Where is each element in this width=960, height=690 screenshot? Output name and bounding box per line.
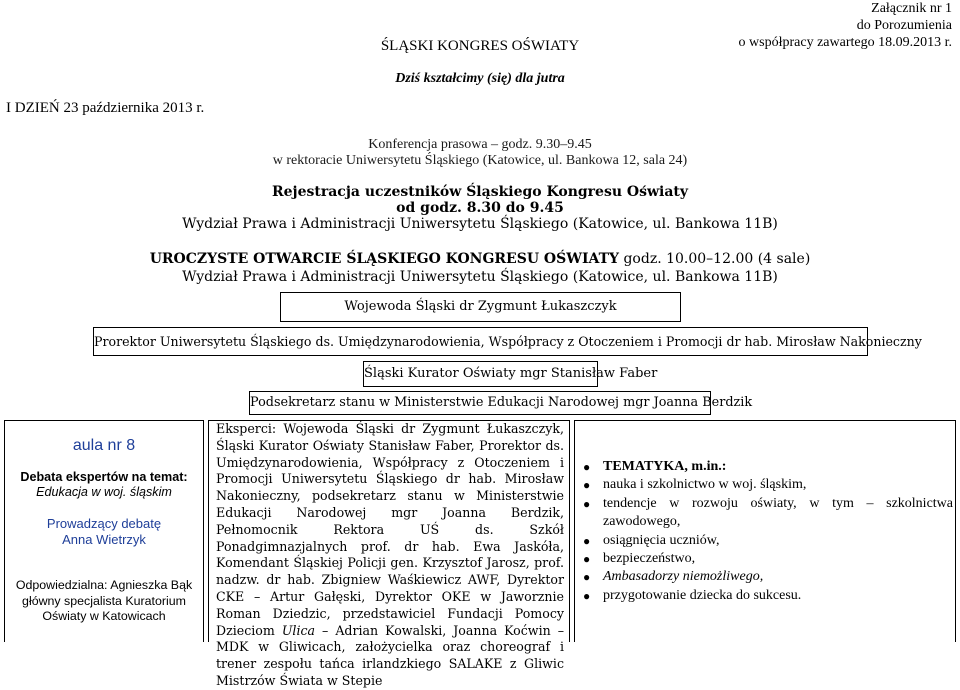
list-item [583, 550, 953, 568]
debate-label: Debata ekspertów na temat: [20, 470, 188, 484]
responsible-line-2: główny specjalista Kuratorium [22, 594, 186, 608]
opening-place: Wydział Prawa i Administracji Uniwersytetu Śląskiego (Katowice, ul. Bankowa 11B) [182, 269, 778, 285]
bullet-icon: ● [583, 552, 591, 567]
topic-item-text: bezpieczeństwo, [603, 551, 696, 567]
topic-item-text: tendencje w rozwoju oświaty, w tym – szkolnictwa zawodowego, [603, 495, 953, 530]
topics-heading: TEMATYKA, m.in.: [603, 459, 727, 474]
speaker-box-curator [363, 361, 658, 387]
room-name: aula nr 8 [72, 437, 136, 454]
topic-item-text: nauka i szkolnictwo w woj. śląskim, [603, 477, 807, 493]
annex-line-1: Załącznik nr 1 [871, 1, 952, 16]
topics-panel [574, 420, 956, 642]
bullet-icon: ● [583, 588, 591, 603]
speaker-curator: Śląski Kurator Oświaty mgr Stanisław Faber [364, 366, 658, 381]
room-panel [4, 420, 204, 642]
experts-paragraph [216, 421, 564, 690]
topics-heading-item [583, 458, 953, 476]
topic-item-text: Ambasadorzy niemożliwego, [603, 569, 764, 585]
speaker-box-deputy [249, 391, 753, 415]
bullet-icon: ● [583, 460, 591, 474]
debate-topic: Edukacja w woj. śląskim [36, 485, 172, 499]
topics-list [583, 458, 953, 605]
topic-item-text: przygotowanie dziecka do sukcesu. [603, 587, 802, 603]
bullet-icon: ● [583, 570, 591, 585]
speaker-rector: Prorektor Uniwersytetu Śląskiego ds. Umiędzynarodowienia, Współpracy z Otoczeniem i Promocji dr hab. Mirosław Nakonieczny [94, 334, 922, 349]
press-conference-place: w rektoracie Uniwersytetu Śląskiego (Katowice, ul. Bankowa 12, sala 24) [272, 153, 688, 168]
motto: Dziś kształcimy (się) dla jutra [395, 71, 565, 86]
responsible-line-3: Oświaty w Katowicach [42, 609, 166, 623]
opening-line [0, 251, 960, 267]
responsible-line-1: Odpowiedzialna: Agnieszka Bąk [15, 578, 193, 592]
speaker-box-rector [93, 327, 922, 356]
list-item [583, 532, 953, 550]
list-item [583, 587, 953, 605]
moderator-name: Anna Wietrzyk [62, 532, 146, 547]
opening-time: godz. 10.00–12.00 (4 sale) [623, 251, 811, 267]
registration-title: Rejestracja uczestników Śląskiego Kongresu Oświaty [271, 184, 689, 200]
moderator-label: Prowadzący debatę [46, 516, 162, 531]
experts-text-end: – Adrian Kowalski, Joanna Koćwin – MDK w Gliwicach, założycielka oraz choreograf i trener zespołu tańca irlandzkiego SALAKE z Gliwic Mistrzów Świata w Stepie [216, 622, 564, 688]
bullet-icon: ● [583, 496, 591, 511]
registration-time: od godz. 8.30 do 9.45 [396, 200, 564, 216]
list-item [583, 568, 953, 586]
experts-text-start: Eksperci: Wojewoda Śląski dr Zygmunt Łukaszczyk, Śląski Kurator Oświaty Stanisław Faber, Prorektor ds. Umiędzynarodowienia, Współpracy z Otoczeniem i Promocji Uniwersytetu Śląskiego dr hab. Mirosław Nakonieczny, podsekretarz stanu w Ministerstwie Edukacji Narodowej mgr Joanna Berdzik, Pełnomocnik Rektora UŚ ds. Szkół Ponadgimnazjalnych prof. dr hab. Ewa Jaskóła, Komendant Śląskiej Policji gen. Krzysztof Jarosz, prof. nadzw. dr hab. Zbigniew Waśkiewicz AWF, Dyrektor CKE – Artur Gałęski, Dyrektor OKE w Jaworznie Roman Dziedzic, przedstawiciel Fundacji Pomocy Dzieciom [216, 421, 564, 638]
day-heading: I DZIEŃ 23 października 2013 r. [6, 100, 205, 116]
annex-line-3: o współpracy zawartego 18.09.2013 r. [738, 35, 952, 50]
list-item [583, 495, 953, 532]
opening-title: UROCZYSTE OTWARCIE ŚLĄSKIEGO KONGRESU OŚWIATY [149, 251, 620, 267]
congress-title: ŚLĄSKI KONGRES OŚWIATY [380, 38, 580, 54]
speaker-voivode: Wojewoda Śląski dr Zygmunt Łukaszczyk [344, 299, 617, 314]
experts-text-italic: Ulica [281, 622, 316, 638]
bullet-icon: ● [583, 478, 591, 493]
speaker-deputy: Podsekretarz stanu w Ministerstwie Edukacji Narodowej mgr Joanna Berdzik [250, 395, 753, 410]
press-conference-time: Konferencja prasowa – godz. 9.30–9.45 [368, 137, 592, 152]
bullet-icon: ● [583, 533, 591, 548]
topic-item-text: osiągnięcia uczniów, [603, 532, 720, 548]
registration-place: Wydział Prawa i Administracji Uniwersytetu Śląskiego (Katowice, ul. Bankowa 11B) [182, 216, 778, 232]
experts-panel [208, 420, 570, 688]
annex-line-2: do Porozumienia [856, 18, 952, 33]
list-item [583, 476, 953, 494]
speaker-box-voivode [280, 292, 681, 322]
